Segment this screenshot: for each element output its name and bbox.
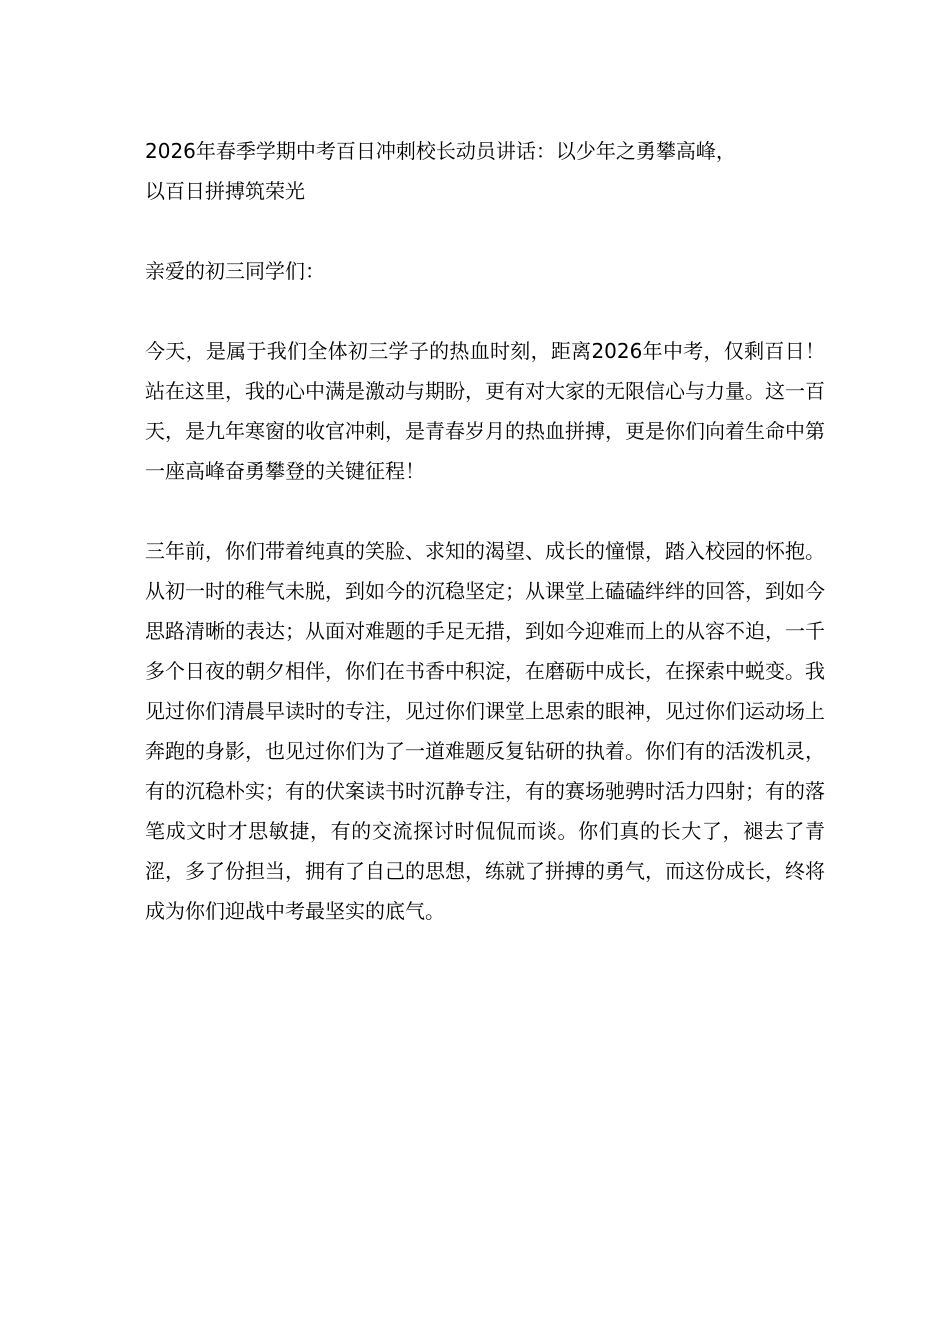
document-title-line-1: 2026年春季学期中考百日冲刺校长动员讲话：以少年之勇攀高峰， <box>145 139 736 163</box>
document-title-line-2: 以百日拼搏筑荣光 <box>145 179 305 203</box>
greeting: 亲爱的初三同学们： <box>145 259 325 283</box>
paragraph-growth: 三年前，你们带着纯真的笑脸、求知的渴望、成长的憧憬，踏入校园的怀抱。从初一时的稚气未脱，到如今的沉稳坚定；从课堂上磕磕绊绊的回答，到如今思路清晰的表达；从面对难题的手足无措，到如今迎难而上的从容不迫，一千多个日夜的朝夕相伴，你们在书香中积淀，在磨砺中成长，在探索中蜕变。我见过你们清晨早读时的专注，见过你们课堂上思索的眼神，见过你们运动场上奔跑的身影，也见过你们为了一道难题反复钻研的执着。你们有的活泼机灵，有的沉稳朴实；有的伏案读书时沉静专注，有的赛场驰骋时活力四射；有的落笔成文时才思敏捷，有的交流探讨时侃侃而谈。你们真的长大了，褪去了青涩，多了份担当，拥有了自己的思想，练就了拼搏的勇气，而这份成长，终将成为你们迎战中考最坚实的底气。 <box>145 539 825 923</box>
paragraph-opening: 今天，是属于我们全体初三学子的热血时刻，距离2026年中考，仅剩百日！站在这里，我的心中满是激动与期盼，更有对大家的无限信心与力量。这一百天，是九年寒窗的收官冲刺，是青春岁月的热血拼搏，更是你们向着生命中第一座高峰奋勇攀登的关键征程！ <box>145 339 825 483</box>
document-body <box>145 131 825 931</box>
spacer <box>145 491 825 531</box>
spacer <box>145 291 825 331</box>
spacer <box>145 211 825 251</box>
